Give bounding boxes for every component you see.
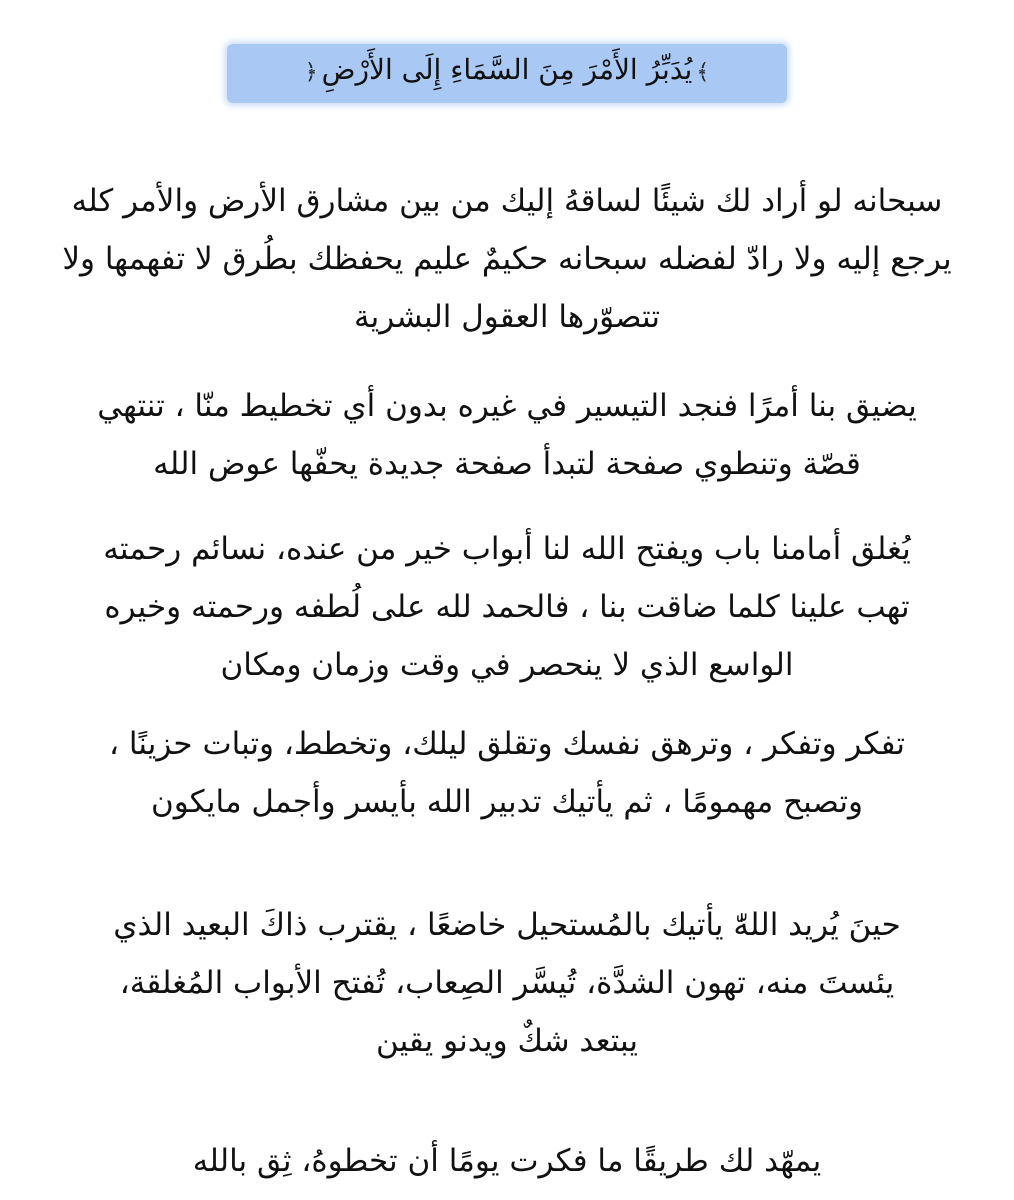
paragraph-line: حينَ يُريد اللهّٰ يأتيك بالمُستحيل خاضعًا ، يقترب ذاكَ البعيد الذي	[113, 907, 901, 943]
paragraph-line: وتصبح مهمومًا ، ثم يأتيك تدبير الله بأيسر وأجمل مايكون	[151, 784, 863, 820]
paragraph-line: تتصوّرها العقول البشرية	[353, 299, 660, 335]
ornament-bracket-left: ﴿	[304, 60, 318, 85]
paragraph-1	[15, 172, 999, 346]
paragraph-line: تهب علينا كلما ضاقت بنا ، فالحمد لله على لُطفه ورحمته وخيره	[104, 589, 910, 625]
paragraph-line: تفكر وتفكر ، وترهق نفسك وتقلق ليلك، وتخطط، وتبات حزينًا ،	[109, 726, 905, 762]
paragraph-4	[15, 715, 999, 831]
paragraph-line: الواسع الذي لا ينحصر في وقت وزمان ومكان	[220, 647, 794, 683]
ornament-bracket-right: ﴾	[696, 60, 710, 85]
paragraph-5	[15, 896, 999, 1070]
paragraph-line: يضيق بنا أمرًا فنجد التيسير في غيره بدون أي تخطيط منّا ، تنتهي	[97, 388, 917, 424]
title-highlight-box	[227, 44, 787, 103]
paragraph-line: قصّة وتنطوي صفحة لتبدأ صفحة جديدة يحفّها عوض الله	[153, 446, 861, 482]
paragraph-line: سبحانه لو أراد لك شيئًا لساقهُ إليك من بين مشارق الأرض والأمر كله	[71, 183, 943, 219]
paragraph-3	[15, 520, 999, 694]
verse-title	[301, 53, 713, 86]
paragraph-2	[15, 377, 999, 493]
verse-title-text: يُدَبِّرُ الأَمْرَ مِنَ السَّمَاءِ إِلَى الأَرْضِ	[321, 53, 693, 86]
paragraph-line: يرجع إليه ولا رادّ لفضله سبحانه حكيمٌ عليم يحفظك بطُرق لا تفهمها ولا	[62, 241, 952, 277]
header-container	[0, 44, 1014, 103]
paragraph-line: يُغلق أمامنا باب ويفتح الله لنا أبواب خير من عنده، نسائم رحمته	[103, 531, 911, 567]
paragraph-line: يئستَ منه، تهون الشدَّة، تُيسَّر الصِعاب، تُفتح الأبواب المُغلقة،	[119, 965, 895, 1001]
paragraph-6	[15, 1132, 999, 1190]
paragraph-line: يمهّد لك طريقًا ما فكرت يومًا أن تخطوهُ، ثِق بالله	[192, 1143, 822, 1179]
paragraph-line: يبتعد شكٌ ويدنو يقين	[375, 1023, 638, 1059]
